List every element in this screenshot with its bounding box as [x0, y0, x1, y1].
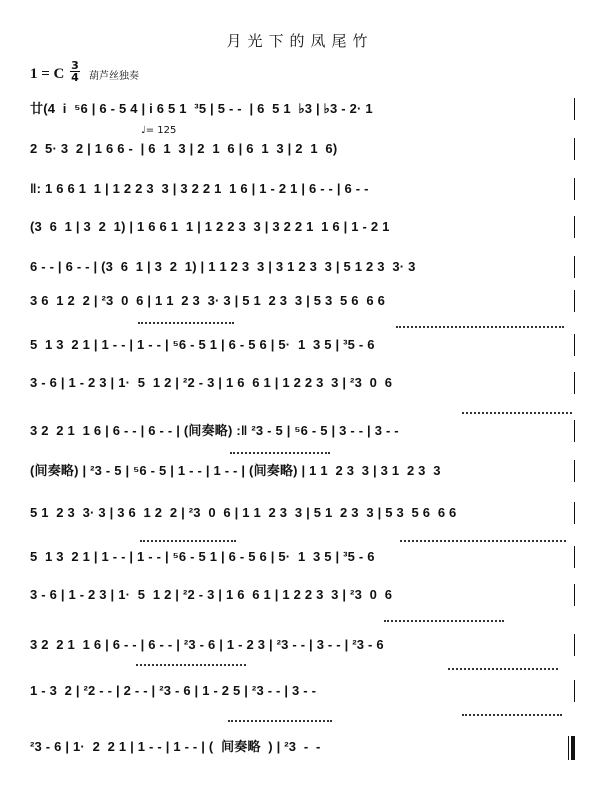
staff-line-13	[30, 584, 575, 606]
staff-text: ²3 - 6 | 1· 2 2 1 | 1 - - | 1 - - | ( 间奏略 ) | ²3 - -	[30, 739, 321, 754]
barline	[574, 290, 575, 312]
staff-text: 3 2 2 1 1 6 | 6 - - | 6 - - | ²3 - 6 | 1 - 2 3 | ²3 - - | 3 - - | ²3 - 6	[30, 637, 384, 652]
barline	[574, 460, 575, 482]
barline	[574, 634, 575, 656]
trill-line	[462, 714, 562, 719]
barline	[574, 216, 575, 238]
tempo-marking: ♩= 125	[141, 125, 177, 136]
staff-text: 3 2 2 1 1 6 | 6 - - | 6 - - | (间奏略) :‖ ²3 - 5 | ⁵6 - 5 | 3 - - | 3 - -	[30, 423, 399, 438]
key-signature: 1 = C	[30, 66, 65, 82]
staff-text: 3 - 6 | 1 - 2 3 | 1· 5 1 2 | ²2 - 3 | 1 6 6 1 | 1 2 2 3 3 | ²3 0 6	[30, 587, 393, 602]
final-thick-barline	[571, 736, 575, 760]
staff-text: 6 - - | 6 - - | (3 6 1 | 3 2 1) | 1 1 2 3 3 | 3 1 2 3 3 | 5 1 2 3 3· 3	[30, 259, 416, 274]
trill-line	[230, 452, 330, 457]
staff-line-15	[30, 680, 575, 702]
barline	[574, 372, 575, 394]
barline	[574, 680, 575, 702]
staff-text: 5 1 3 2 1 | 1 - - | 1 - - | ⁵6 - 5 1 | 6 - 5 6 | 5· 1 3 5 | ³5 - 6	[30, 549, 375, 564]
staff-line-7	[30, 334, 575, 356]
staff-text: 5 1 2 3 3· 3 | 3 6 1 2 2 | ²3 0 6 | 1 1 2 3 3 | 5 1 2 3 3 | 5 3 5 6 6 6	[30, 505, 457, 520]
staff-line-16	[30, 736, 575, 760]
staff-line-4	[30, 216, 575, 238]
staff-text: (3 6 1 | 3 2 1) | 1 6 6 1 1 | 1 2 2 3 3 | 3 2 2 1 1 6 | 1 - 2 1	[30, 219, 390, 234]
staff-text: 5 1 3 2 1 | 1 - - | 1 - - | ⁵6 - 5 1 | 6 - 5 6 | 5· 1 3 5 | ³5 - 6	[30, 337, 375, 352]
barline	[574, 98, 575, 120]
barline	[574, 420, 575, 442]
staff-text: 1 - 3 2 | ²2 - - | 2 - - | ²3 - 6 | 1 - 2 5 | ²3 - - | 3 - -	[30, 683, 317, 698]
staff-text: ‖: 1 6 6 1 1 | 1 2 2 3 3 | 3 2 2 1 1 6 | 1 - 2 1 | 6 - - | 6 - -	[30, 181, 369, 196]
barline	[574, 256, 575, 278]
staff-line-1	[30, 98, 575, 120]
barline	[574, 138, 575, 160]
staff-line-6	[30, 290, 575, 312]
trill-line	[384, 620, 504, 625]
final-thin-barline	[568, 736, 569, 760]
staff-text: 廿(4 i ⁵6 | 6 - 5 4 | i 6 5 1 ³5 | 5 - - | 6 5 1 ♭3 | ♭3 - 2· 1	[30, 101, 373, 116]
staff-line-11	[30, 502, 575, 524]
time-signature	[70, 60, 80, 83]
staff-line-5	[30, 256, 575, 278]
performance-note: 葫芦丝独奏	[89, 71, 139, 82]
staff-line-3	[30, 178, 575, 200]
trill-line	[138, 322, 234, 327]
staff-text: 3 6 1 2 2 | ²3 0 6 | 1 1 2 3 3· 3 | 5 1 2 3 3 | 5 3 5 6 6 6	[30, 293, 386, 308]
staff-line-14	[30, 634, 575, 656]
staff-line-8	[30, 372, 575, 394]
staff-line-2	[30, 138, 575, 160]
trill-line	[140, 540, 236, 545]
trill-line	[400, 540, 566, 545]
staff-text: 3 - 6 | 1 - 2 3 | 1· 5 1 2 | ²2 - 3 | 1 6 6 1 | 1 2 2 3 3 | ²3 0 6	[30, 375, 393, 390]
song-title: 月光下的凤尾竹	[226, 32, 374, 50]
meter-bottom: 4	[71, 71, 79, 84]
staff-line-12	[30, 546, 575, 568]
trill-line	[462, 412, 572, 417]
meter-top: 3	[71, 59, 79, 72]
staff-line-9	[30, 420, 575, 442]
staff-text: (间奏略) | ²3 - 5 | ⁵6 - 5 | 1 - - | 1 - - | (间奏略) | 1 1 2 3 3 | 3 1 2 3 3	[30, 463, 441, 478]
trill-line	[136, 664, 246, 669]
barline	[574, 584, 575, 606]
barline	[574, 178, 575, 200]
staff-line-10	[30, 460, 575, 482]
trill-line	[448, 668, 558, 673]
trill-line	[396, 326, 564, 331]
trill-line	[228, 720, 332, 725]
barline	[574, 334, 575, 356]
barline	[574, 502, 575, 524]
staff-text: 2 5· 3 2 | 1 6 6 - | 6 1 3 | 2 1 6 | 6 1 3 | 2 1 6)	[30, 141, 338, 156]
barline	[574, 546, 575, 568]
